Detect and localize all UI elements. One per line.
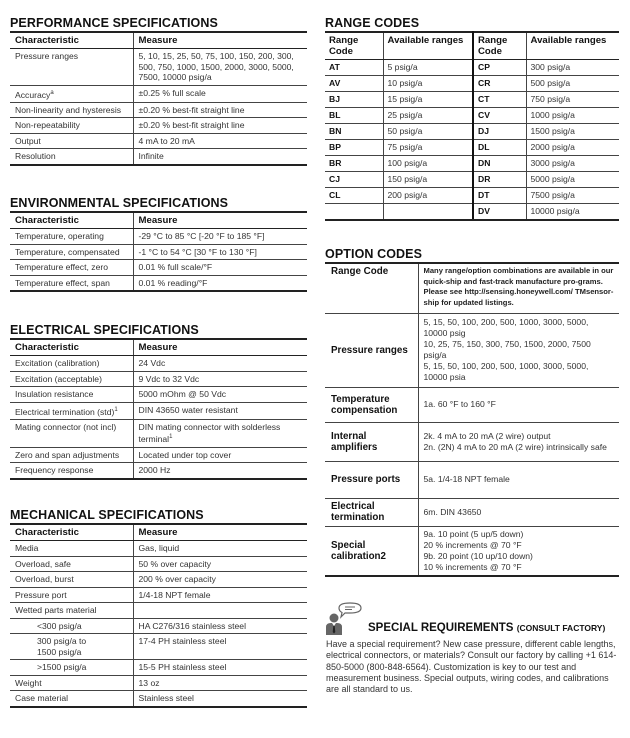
column-header: Range Code bbox=[473, 32, 526, 60]
mechanical-table bbox=[10, 523, 307, 708]
section-title: PERFORMANCE SPECIFICATIONS bbox=[10, 16, 218, 30]
table-row: Case material Stainless steel bbox=[10, 691, 307, 707]
table-row: 300 psig/a to 1500 psig/a 17-4 PH stainless steel bbox=[10, 634, 307, 660]
table-row: Overload, safe 50 % over capacity bbox=[10, 556, 307, 572]
table-row: Wetted parts material bbox=[10, 603, 307, 619]
table-row: Mating connector (not incl) DIN mating connector with solderless terminal$^1$ bbox=[10, 419, 307, 447]
section-title: MECHANICAL SPECIFICATIONS bbox=[10, 508, 204, 522]
section-title: RANGE CODES bbox=[325, 16, 420, 30]
column-header: Measure bbox=[133, 524, 307, 541]
column-header: Measure bbox=[133, 339, 307, 356]
table-row: Range Code Many range/option combinations are available in our quick-ship and fast-track manufacture pro-grams. Please see http://sensing.honeywell.com/ TMsensor-ship for updated listings. bbox=[325, 263, 619, 313]
table-row: Temperature, operating -29 °C to 85 °C [-20 °F to 185 °F] bbox=[10, 229, 307, 245]
section-title: OPTION CODES bbox=[325, 247, 423, 261]
table-row: Excitation (acceptable) 9 Vdc to 32 Vdc bbox=[10, 371, 307, 387]
table-row: Non-linearity and hysteresis ±0.20 % best-fit straight line bbox=[10, 102, 307, 118]
environmental-specifications bbox=[10, 196, 307, 292]
table-row: Output 4 mA to 20 mA bbox=[10, 133, 307, 149]
table-row: BJ 15 psig/a CT 750 psig/a bbox=[325, 92, 619, 108]
performance-table bbox=[10, 31, 307, 166]
table-row: Insulation resistance 5000 mOhm @ 50 Vdc bbox=[10, 387, 307, 403]
table-row: AT 5 psig/a CP 300 psig/a bbox=[325, 60, 619, 76]
environmental-table bbox=[10, 211, 307, 292]
table-row: Accuracy$^a$ ±0.25 % full scale bbox=[10, 85, 307, 102]
special-requirements-text: Have a special requirement? New case pressure, different cable lengths, electrical connectors, or materials? Consult our factory by calling +1 614-850-5000 (800-848-6564). Customization is key to our test and measurement business. Special outputs, wiring codes, and calibrations are all standard to us. bbox=[326, 639, 617, 695]
table-row: BN 50 psig/a DJ 1500 psig/a bbox=[325, 124, 619, 140]
column-header: Characteristic bbox=[10, 212, 133, 229]
table-row: Excitation (calibration) 24 Vdc bbox=[10, 356, 307, 372]
special-requirements: SPECIAL REQUIREMENTS (CONSULT FACTORY) Have a special requirement? New case pressure, different cable lengths, electrical connectors, or materials? Consult our factory by calling +1 614-850-5000 (800-848-6564). Customization is key to our test and measurement business. Special outputs, wiring codes, and calibrations are all standard to us. bbox=[326, 602, 622, 695]
electrical-specifications bbox=[10, 323, 307, 480]
section-title: ELECTRICAL SPECIFICATIONS bbox=[10, 323, 199, 337]
table-row: BP 75 psig/a DL 2000 psig/a bbox=[325, 140, 619, 156]
mechanical-specifications bbox=[10, 508, 307, 708]
table-row: Pressure ranges 5, 10, 15, 25, 50, 75, 100, 150, 200, 300, 500, 750, 1000, 1500, 2000, 3000, 5000, 7500, 10000 psig/a bbox=[10, 49, 307, 86]
table-row: Overload, burst 200 % over capacity bbox=[10, 572, 307, 588]
table-row: <300 psig/a HA C276/316 stainless steel bbox=[10, 618, 307, 634]
table-row: Frequency response 2000 Hz bbox=[10, 463, 307, 479]
column-header: Characteristic bbox=[10, 32, 133, 49]
table-row: Media Gas, liquid bbox=[10, 541, 307, 557]
column-header: Available ranges bbox=[383, 32, 473, 60]
table-row: Electrical termination 6m. DIN 43650 bbox=[325, 498, 619, 526]
table-row: Pressure port 1/4-18 NPT female bbox=[10, 587, 307, 603]
option-codes-table bbox=[325, 262, 619, 577]
column-header: Measure bbox=[133, 32, 307, 49]
table-row: Special calibration2 9a. 10 point (5 up/5 down) 20 % increments @ 70 °F 9b. 20 point (10 up/10 down) 10 % increments @ 70 °F bbox=[325, 526, 619, 576]
table-row: Zero and span adjustments Located under top cover bbox=[10, 447, 307, 463]
table-row: Temperature, compensated -1 °C to 54 °C [30 °F to 130 °F] bbox=[10, 244, 307, 260]
column-header: Characteristic bbox=[10, 339, 133, 356]
table-row: CL 200 psig/a DT 7500 psig/a bbox=[325, 188, 619, 204]
table-row: Temperature effect, zero 0.01 % full scale/°F bbox=[10, 260, 307, 276]
table-row: Internal amplifiers 2k. 4 mA to 20 mA (2 wire) output 2n. (2N) 4 mA to 20 mA (2 wire) intrinsically safe bbox=[325, 422, 619, 461]
performance-specifications bbox=[10, 16, 307, 166]
table-row: Resolution Infinite bbox=[10, 149, 307, 165]
table-row: >1500 psig/a 15-5 PH stainless steel bbox=[10, 660, 307, 676]
range-codes bbox=[325, 16, 619, 221]
table-row: Electrical termination (std)$^1$ DIN 43650 water resistant bbox=[10, 402, 307, 419]
table-row: Non-repeatability ±0.20 % best-fit straight line bbox=[10, 118, 307, 134]
column-header: Measure bbox=[133, 212, 307, 229]
table-row: CJ 150 psig/a DR 5000 psig/a bbox=[325, 172, 619, 188]
section-title: SPECIAL REQUIREMENTS bbox=[368, 622, 514, 634]
table-row: Pressure ports 5a. 1/4-18 NPT female bbox=[325, 461, 619, 498]
table-row: Temperature effect, span 0.01 % reading/°F bbox=[10, 275, 307, 291]
table-row: BL 25 psig/a CV 1000 psig/a bbox=[325, 108, 619, 124]
person-speech-bubble-icon bbox=[326, 602, 362, 636]
table-row: AV 10 psig/a CR 500 psig/a bbox=[325, 76, 619, 92]
column-header: Range Code bbox=[325, 32, 383, 60]
table-row: DV 10000 psig/a bbox=[325, 204, 619, 221]
option-codes bbox=[325, 247, 619, 577]
column-header: Available ranges bbox=[526, 32, 619, 60]
table-row: BR 100 psig/a DN 3000 psig/a bbox=[325, 156, 619, 172]
electrical-table bbox=[10, 338, 307, 480]
table-row: Temperature compensation 1a. 60 °F to 160 °F bbox=[325, 387, 619, 422]
range-codes-table bbox=[325, 31, 619, 221]
section-title: ENVIRONMENTAL SPECIFICATIONS bbox=[10, 196, 229, 210]
column-header: Characteristic bbox=[10, 524, 133, 541]
table-row: Weight 13 oz bbox=[10, 675, 307, 691]
table-row: Pressure ranges 5, 15, 50, 100, 200, 500, 1000, 3000, 5000, 10000 psig 10, 25, 75, 150, 300, 750, 1500, 2000, 7500 psig/a 5, 15, 50, 100, 200, 500, 1000, 3000, 5000, 10000 psia bbox=[325, 313, 619, 387]
